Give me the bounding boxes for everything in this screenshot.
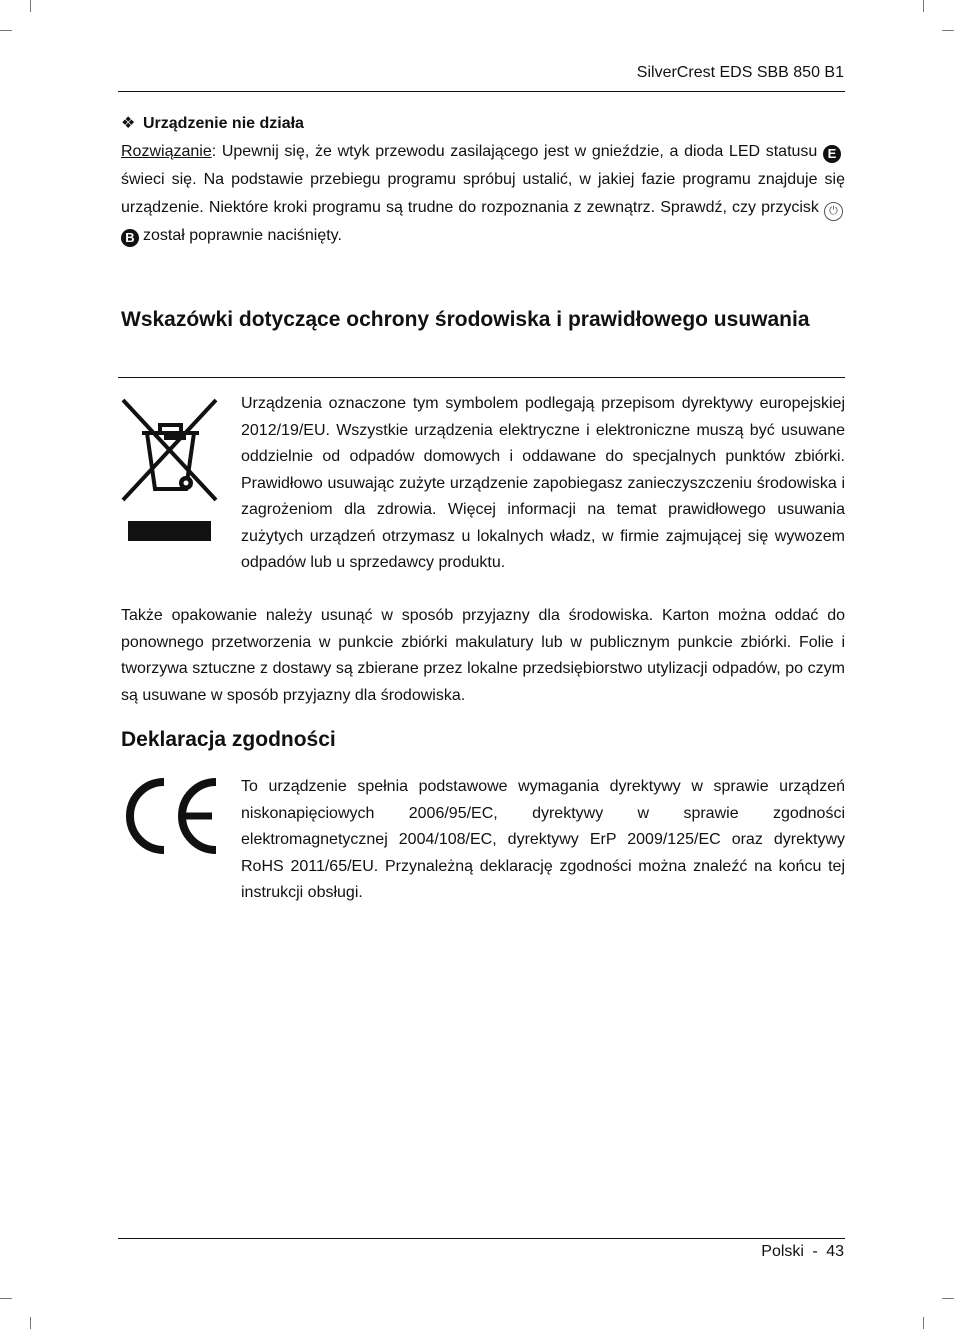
crop-mark [923, 0, 924, 12]
crop-mark [0, 1298, 12, 1299]
crop-mark [923, 1317, 924, 1329]
header-rule [118, 91, 845, 92]
crop-mark [0, 30, 12, 31]
crop-mark [942, 30, 954, 31]
troubleshoot-title-text: Urządzenie nie działa [143, 115, 304, 132]
footer-language: Polski [761, 1243, 804, 1260]
diamond-bullet-icon: ❖ [121, 115, 136, 132]
footer-separator: - [812, 1243, 818, 1260]
crop-mark [942, 1298, 954, 1299]
status-led-e-icon: E [823, 145, 841, 163]
footer [761, 1243, 844, 1261]
weee-text: Urządzenia oznaczone tym symbolem podlegają przepisom dyrektywy europejskiej 2012/19/EU. Wszystkie urządzenia elektryczne i elektroniczne muszą być usuwane oddzielnie od odpadów domowych i oddawane do specjalnych punktów zbiórki. Prawidłowo usuwając zużyte urządzenie zapobiegasz zanieczyszczeniu środowiska i zagrożeniom dla zdrowia. Więcej informacji na temat prawidłowego usuwania zużytych urządzeń otrzymasz u lokalnych władz, w firmie zajmującej się wywozem odpadów lub u sprzedawcy produktu. [241, 395, 845, 571]
ce-mark-icon [120, 778, 220, 854]
troubleshoot-solution [121, 138, 845, 250]
solution-text-1: : Upewnij się, że wtyk przewodu zasilającego jest w gnieździe, a dioda LED statusu [211, 143, 818, 160]
power-button-icon: ⏻ [824, 202, 843, 221]
environment-heading: Wskazówki dotyczące ochrony środowiska i prawidłowego usuwania [121, 308, 810, 331]
troubleshoot-title [121, 113, 304, 133]
packaging-text: Także opakowanie należy usunąć w sposób przyjazny dla środowiska. Karton można oddać do ponownego przetworzenia w punkcie zbiórki makulatury lub w publicznym punkcie zbiórki. Folie i tworzywa sztuczne z dostawy są zbierane przez lokalne przedsiębiorstwo utylizacji odpadów, po czym są usuwane w sposób przyjazny dla środowiska. [121, 607, 845, 704]
solution-text-2: świeci się. Na podstawie przebiegu programu spróbuj ustalić, w jakiej fazie programu znajduje się urządzenie. Niektóre kroki programu są trudne do rozpoznania z zewnątrz. Sprawdź, czy przycisk [121, 171, 845, 216]
solution-text-3: został poprawnie naciśnięty. [143, 227, 342, 244]
environment-rule [118, 377, 845, 378]
crop-mark [30, 1317, 31, 1329]
crop-mark [30, 0, 31, 12]
button-b-icon: B [121, 229, 139, 247]
weee-bin-icon [120, 396, 220, 544]
solution-label: Rozwiązanie [121, 143, 212, 160]
footer-rule [118, 1238, 845, 1239]
conformity-text: To urządzenie spełnia podstawowe wymagania dyrektywy w sprawie urządzeń niskonapięciowych 2006/95/EC, dyrektywy w sprawie zgodności elektromagnetycznej 2004/108/EC, dyrektywy ErP 2009/125/EC oraz dyrektywy RoHS 2011/65/EU. Przynależną deklarację zgodności można znaleźć na końcu tej instrukcji obsługi. [241, 778, 845, 901]
page-number: 43 [826, 1243, 844, 1260]
header-title: SilverCrest EDS SBB 850 B1 [636, 64, 844, 81]
conformity-heading: Deklaracja zgodności [121, 728, 336, 751]
